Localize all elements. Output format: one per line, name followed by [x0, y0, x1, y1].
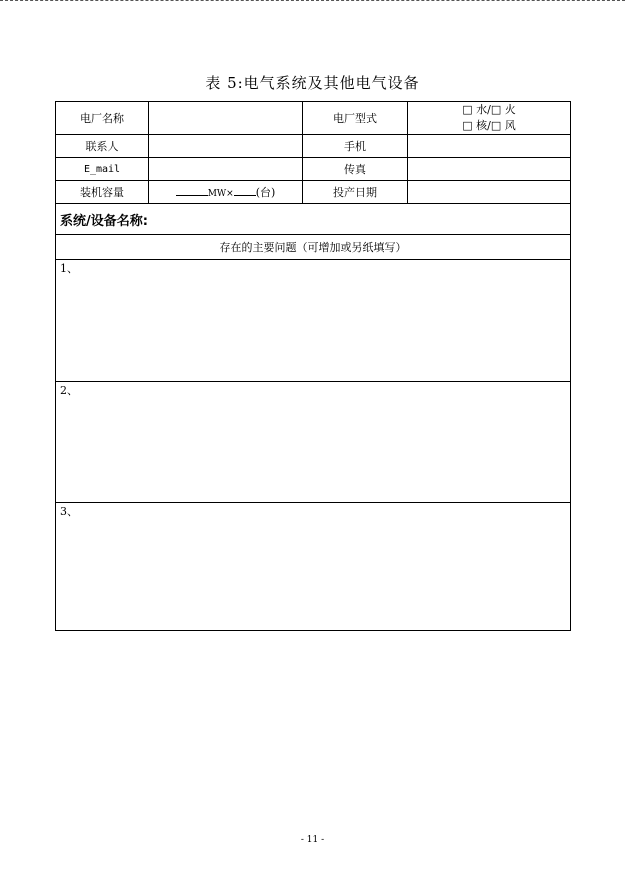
problem-2-field[interactable]: 2、	[56, 382, 571, 503]
commission-date-label: 投产日期	[303, 181, 408, 204]
email-label: E_mail	[56, 158, 149, 181]
capacity-unit: MW×	[207, 189, 234, 199]
fax-field[interactable]	[408, 158, 571, 181]
plant-name-label: 电厂名称	[56, 102, 149, 135]
plant-name-field[interactable]	[149, 102, 303, 135]
section-title: 系统/设备名称:	[56, 204, 571, 235]
row-contact	[56, 135, 571, 158]
contact-label: 联系人	[56, 135, 149, 158]
problem-row	[56, 260, 571, 382]
top-dashed-rule	[0, 0, 625, 1]
problem-1-field[interactable]: 1、	[56, 260, 571, 382]
plant-type-options[interactable]	[408, 102, 571, 135]
plant-type-options-line1[interactable]: □ 水/□ 火	[462, 103, 516, 116]
row-capacity	[56, 181, 571, 204]
table-title: 表 5:电气系统及其他电气设备	[205, 74, 420, 92]
problems-header: 存在的主要问题（可增加或另纸填写）	[56, 235, 571, 260]
problem-row	[56, 382, 571, 503]
plant-type-options-line2[interactable]: □ 核/□ 风	[462, 119, 516, 132]
equipment-form-table	[55, 101, 571, 631]
capacity-mw-blank[interactable]	[176, 185, 208, 196]
row-problems-header	[56, 235, 571, 260]
email-field[interactable]	[149, 158, 303, 181]
plant-type-label: 电厂型式	[303, 102, 408, 135]
fax-label: 传真	[303, 158, 408, 181]
capacity-label: 装机容量	[56, 181, 149, 204]
commission-date-field[interactable]	[408, 181, 571, 204]
mobile-label: 手机	[303, 135, 408, 158]
contact-field[interactable]	[149, 135, 303, 158]
capacity-count-unit: (台)	[255, 186, 276, 199]
problem-3-field[interactable]: 3、	[56, 503, 571, 631]
row-section-title	[56, 204, 571, 235]
page-number: - 11 -	[300, 835, 325, 845]
row-email	[56, 158, 571, 181]
capacity-field[interactable]	[149, 181, 303, 204]
capacity-count-blank[interactable]	[234, 185, 256, 196]
problem-row	[56, 503, 571, 631]
mobile-field[interactable]	[408, 135, 571, 158]
row-plant	[56, 102, 571, 135]
